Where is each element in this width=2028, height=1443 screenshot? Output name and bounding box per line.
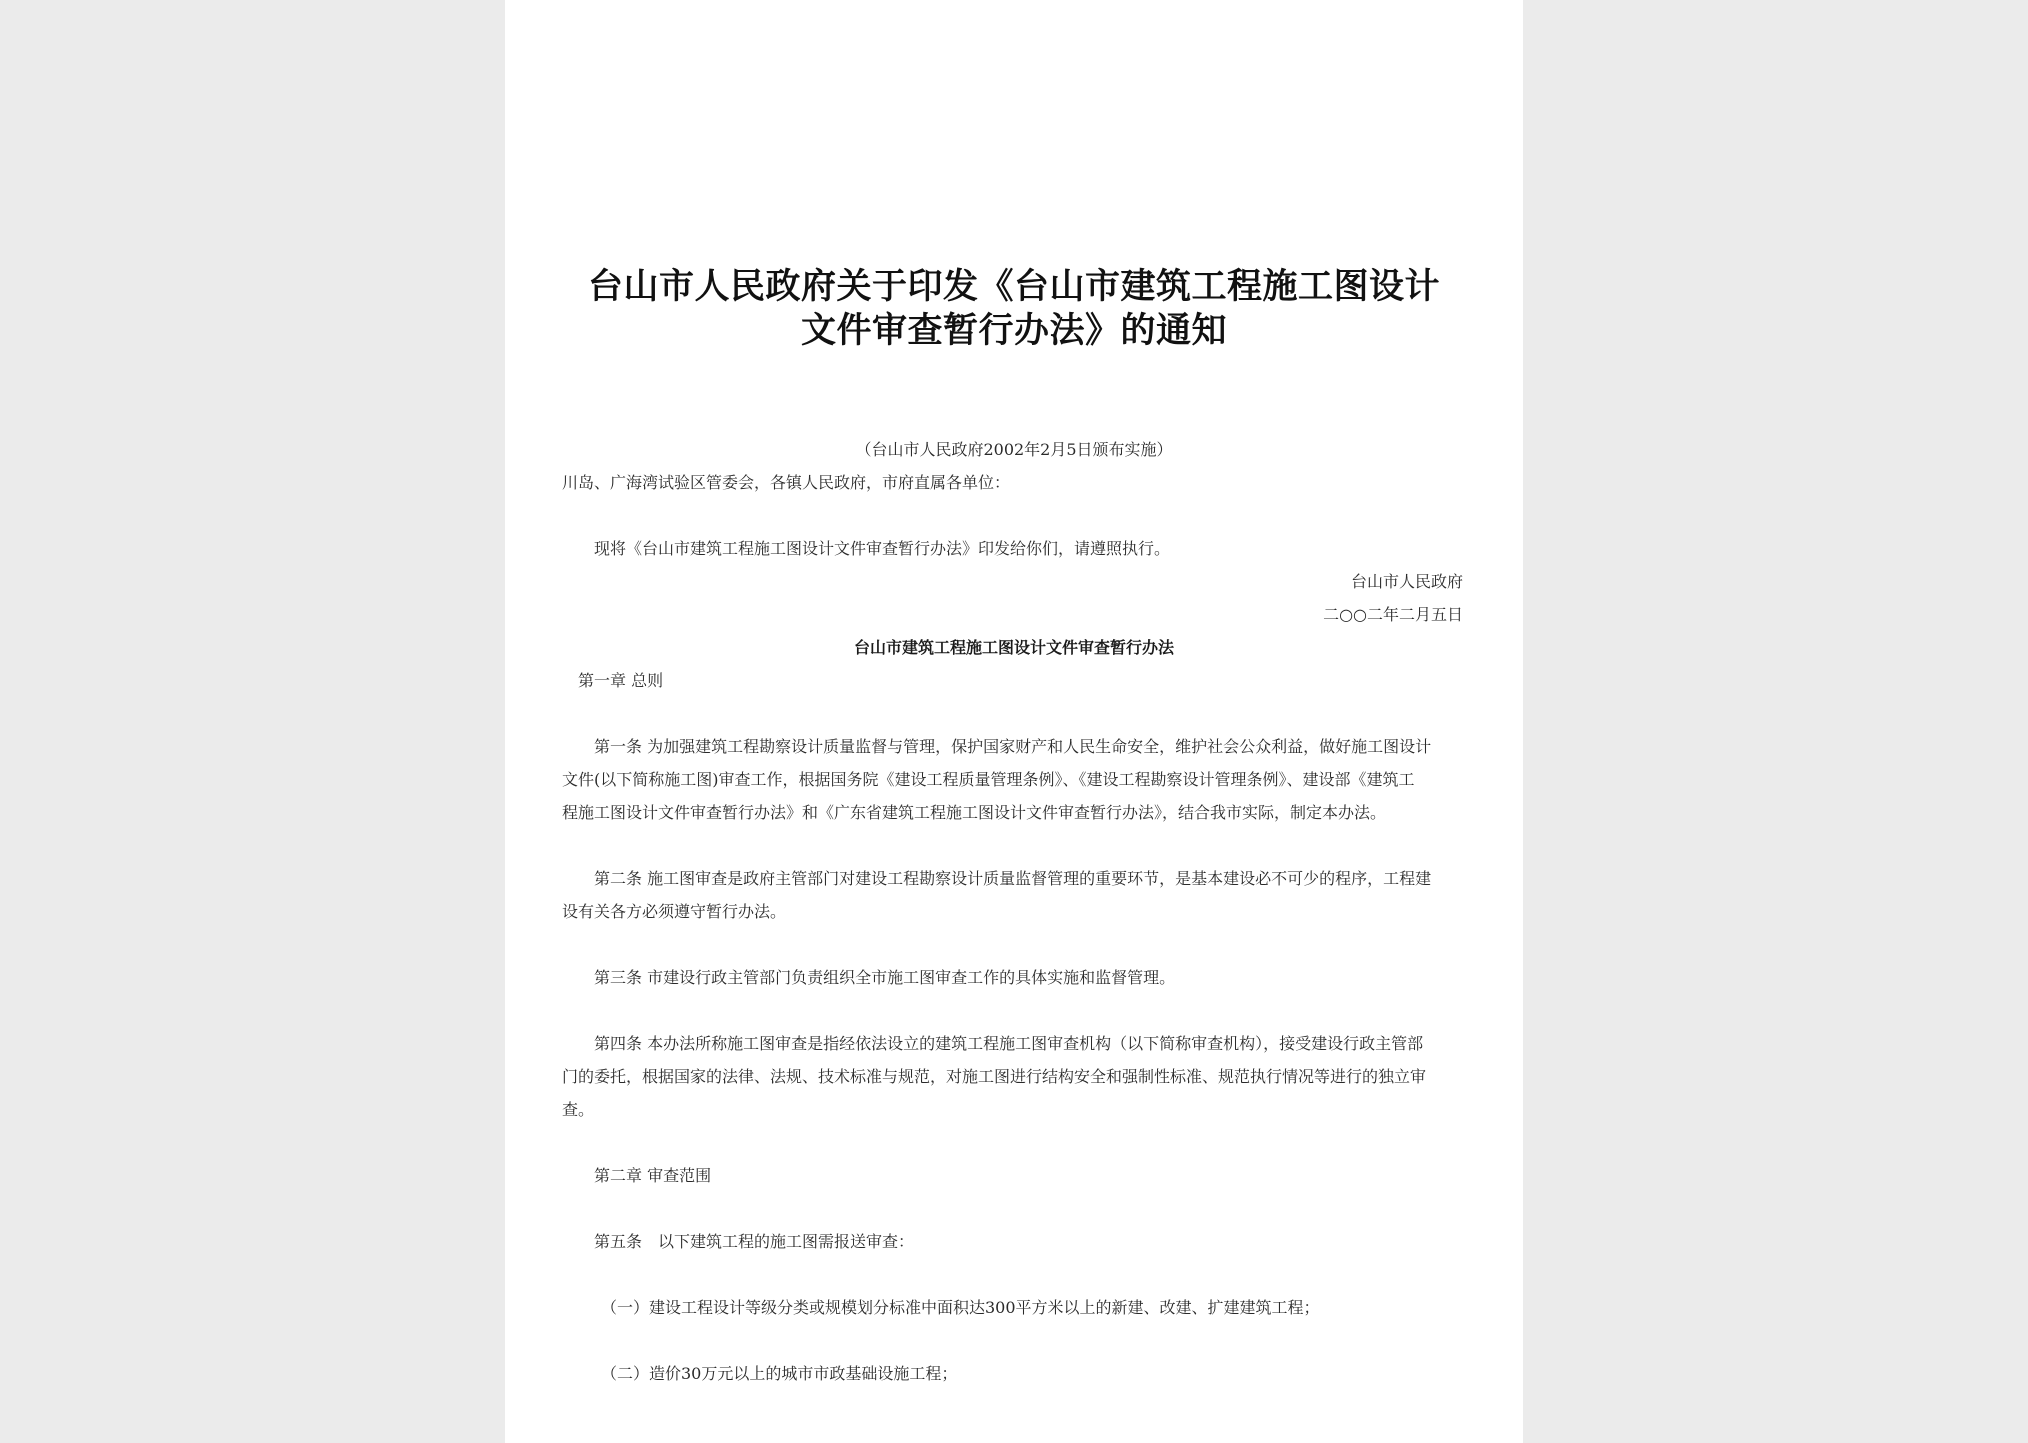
chapter-heading-2: 第二章 审查范围 bbox=[594, 1166, 712, 1185]
article-1-line-1: 第一条 为加强建筑工程勘察设计质量监督与管理，保护国家财产和人民生命安全，维护社会公众利益，做好施工图设计 bbox=[594, 737, 1432, 756]
article-4-line-3: 查。 bbox=[562, 1100, 595, 1119]
addressee: 川岛、广海湾试验区管委会，各镇人民政府，市府直属各单位： bbox=[562, 473, 1011, 492]
article-1-line-3: 程施工图设计文件审查暂行办法》和《广东省建筑工程施工图设计文件审查暂行办法》，结合我市实际，制定本办法。 bbox=[562, 803, 1387, 822]
list-item-1: （一）建设工程设计等级分类或规模划分标准中面积达300平方米以上的新建、改建、扩建建筑工程； bbox=[601, 1298, 1320, 1317]
article-5-line-1: 第五条 以下建筑工程的施工图需报送审查： bbox=[594, 1232, 915, 1251]
signature-org: 台山市人民政府 bbox=[1350, 572, 1463, 591]
article-4-line-2: 门的委托，根据国家的法律、法规、技术标准与规范，对施工图进行结构安全和强制性标准、规范执行情况等进行的独立审 bbox=[562, 1067, 1427, 1086]
article-3-line-1: 第三条 市建设行政主管部门负责组织全市施工图审查工作的具体实施和监督管理。 bbox=[594, 968, 1176, 987]
chapter-heading-1: 第一章 总则 bbox=[578, 671, 664, 690]
document-page bbox=[505, 0, 1523, 1443]
article-2-line-1: 第二条 施工图审查是政府主管部门对建设工程勘察设计质量监督管理的重要环节，是基本建设必不可少的程序，工程建 bbox=[594, 869, 1432, 888]
article-4-line-1: 第四条 本办法所称施工图审查是指经依法设立的建筑工程施工图审查机构（以下简称审查机构），接受建设行政主管部 bbox=[594, 1034, 1424, 1053]
signature-date: 二○○二年二月五日 bbox=[1323, 605, 1463, 624]
intro-paragraph: 现将《台山市建筑工程施工图设计文件审查暂行办法》印发给你们，请遵照执行。 bbox=[594, 539, 1171, 558]
issue-note: （台山市人民政府2002年2月5日颁布实施） bbox=[855, 440, 1173, 459]
article-1-line-2: 文件(以下简称施工图)审查工作，根据国务院《建设工程质量管理条例》、《建设工程勘察设计管理条例》、建设部《建筑工 bbox=[562, 770, 1415, 789]
document-title-line2: 文件审查暂行办法》的通知 bbox=[800, 311, 1227, 351]
measures-title: 台山市建筑工程施工图设计文件审查暂行办法 bbox=[853, 638, 1174, 657]
document-title-line1: 台山市人民政府关于印发《台山市建筑工程施工图设计 bbox=[587, 267, 1440, 307]
list-item-2: （二）造价30万元以上的城市市政基础设施工程； bbox=[601, 1364, 958, 1383]
article-2-line-2: 设有关各方必须遵守暂行办法。 bbox=[562, 902, 787, 921]
